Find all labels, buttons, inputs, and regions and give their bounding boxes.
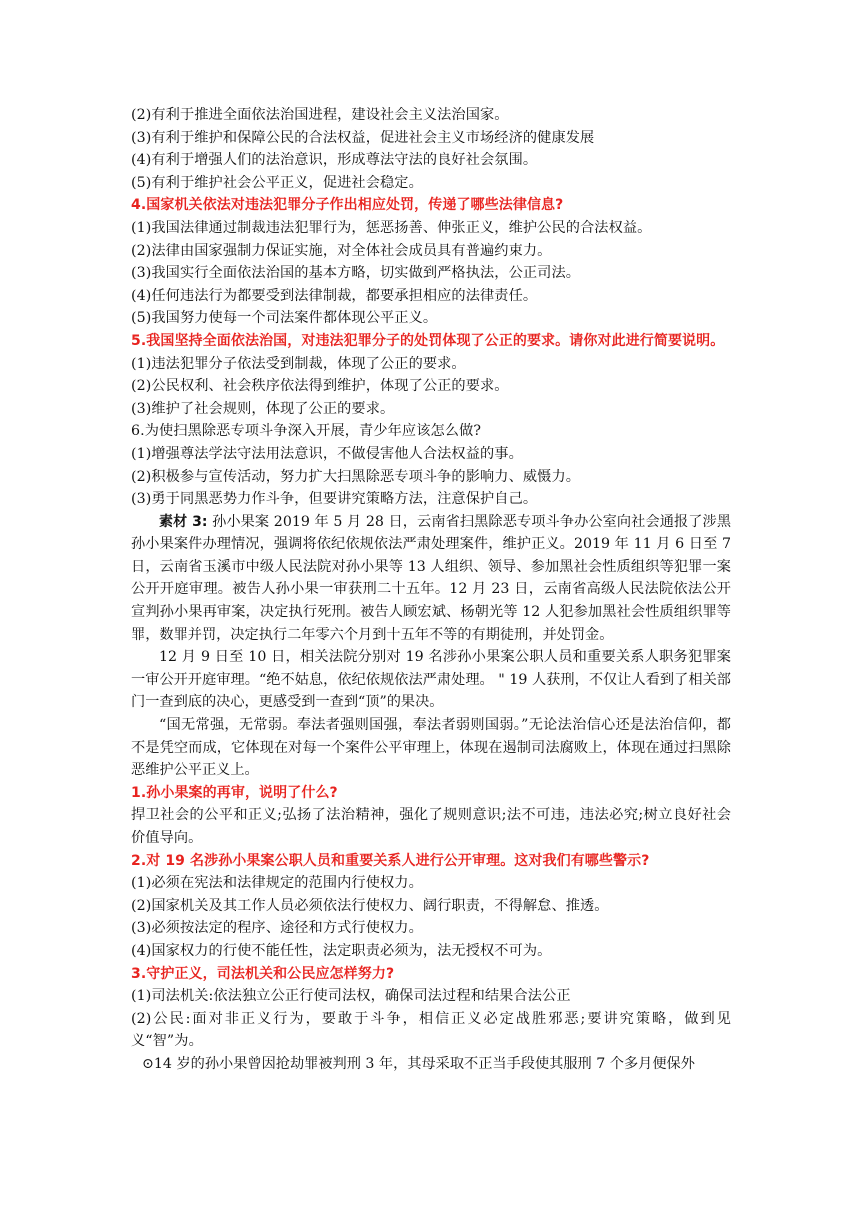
- answer-paragraph: 捍卫社会的公平和正义;弘扬了法治精神，强化了规则意识;法不可违，违法必究;树立良好社会价值导向。: [131, 807, 731, 846]
- answer-line: (2)有利于推进全面依法治国进程，建设社会主义法治国家。: [131, 107, 509, 123]
- question-heading: 5.我国坚持全面依法治国，对违法犯罪分子的处罚体现了公正的要求。请你对此进行简要说明。: [131, 332, 725, 349]
- answer-line: (2)积极参与宣传活动，努力扩大扫黑除恶专项斗争的影响力、威慑力。: [131, 468, 581, 485]
- answer-line: (1)增强尊法学法守法用法意识，不做侵害他人合法权益的事。: [131, 445, 523, 462]
- document-content: [131, 104, 731, 1076]
- material-paragraph: [131, 511, 731, 647]
- question-heading: 1.孙小果案的再审，说明了什么?: [131, 784, 338, 801]
- question-heading: 4.国家机关依法对违法犯罪分子作出相应处罚，传递了哪些法律信息?: [131, 197, 564, 214]
- answer-line: (3)有利于维护和保障公民的合法权益，促进社会主义市场经济的健康发展: [131, 129, 595, 146]
- answer-line: (3)维护了社会规则，体现了公正的要求。: [131, 400, 395, 417]
- answer-line: (3)我国实行全面依法治国的基本方略，切实做到严格执法，公正司法。: [131, 265, 581, 282]
- question-heading: 2.对 19 名涉孙小果案公职人员和重要关系人进行公开审理。这对我们有哪些警示?: [131, 852, 650, 869]
- answer-paragraph: (2)公民:面对非正义行为，要敢于斗争，相信正义必定战胜邪恶;要讲究策略，做到见义“智”为。: [131, 1010, 731, 1050]
- answer-line: (1)司法机关:依法独立公正行使司法权，确保司法过程和结果合法公正: [131, 988, 571, 1005]
- answer-line: (3)勇于同黑恶势力作斗争，但要讲究策略方法，注意保护自己。: [131, 491, 538, 508]
- answer-line: (2)法律由国家强制力保证实施，对全体社会成员具有普遍约束力。: [131, 242, 552, 259]
- answer-line: (2)公民权利、社会秩序依法得到维护，体现了公正的要求。: [131, 378, 509, 395]
- answer-line: (1)必须在宪法和法律规定的范围内行使权力。: [131, 875, 423, 892]
- answer-line: (4)国家权力的行使不能任性，法定职责必须为，法无授权不可为。: [131, 942, 552, 959]
- answer-line: (1)违法犯罪分子依法受到制裁，体现了公正的要求。: [131, 355, 466, 372]
- answer-line: (3)必须按法定的程序、途径和方式行使权力。: [131, 920, 423, 937]
- material-paragraph: 12 月 9 日至 10 日，相关法院分别对 19 名涉孙小果案公职人员和重要关系人职务犯罪案一审公开开庭审理。“绝不姑息，依纪依规依法严肃处理。 " 19 人获刑，不仅让人看到了相关部门一查到底的决心，更感受到一查到“顶”的果决。: [131, 649, 731, 711]
- answer-line: (5)有利于维护社会公平正义，促进社会稳定。: [131, 174, 423, 191]
- question-heading-plain: 6.为使扫黑除恶专项斗争深入开展，青少年应该怎么做?: [131, 423, 482, 440]
- answer-line: (2)国家机关及其工作人员必须依法行使权力、阔行职责，不得解怠、推透。: [131, 897, 609, 914]
- answer-line: (1)我国法律通过制裁违法犯罪行为，惩恶扬善、伸张正义，维护公民的合法权益。: [131, 219, 652, 236]
- bullet-paragraph: ⊙14 岁的孙小果曾因抢劫罪被判刑 3 年，其母采取不正当手段使其服刑 7 个多月便保外: [142, 1055, 695, 1072]
- answer-line: (5)我国努力使每一个司法案件都体现公平正义。: [131, 310, 438, 327]
- question-heading: 3.守护正义，司法机关和公民应怎样努力?: [131, 965, 395, 982]
- material-paragraph: “国无常强，无常弱。奉法者强则国强，奉法者弱则国弱。”无论法治信心还是法治信仰，都不是凭空而成，它体现在对每一个案件公平审理上，体现在遏制司法腐败上，体现在通过扫黑除恶维护公平正义上。: [131, 717, 731, 779]
- material-label: 素材 3:: [159, 513, 208, 530]
- answer-line: (4)有利于增强人们的法治意识，形成尊法守法的良好社会氛围。: [131, 152, 538, 169]
- answer-line: (4)任何违法行为都要受到法律制裁，都要承担相应的法律责任。: [131, 287, 538, 304]
- material-text: 孙小果案 2019 年 5 月 28 日，云南省扫黑除恶专项斗争办公室向社会通报了涉黑孙小果案件办理情况，强调将依纪依规依法严肃处理案件，维护正义。2019 年 11 月 6 日至 7 日，云南省玉溪市中级人民法院对孙小果等 13 人组织、领导、参加黑社会性质组织等犯罪一案公开开庭审理。被告人孙小果一审获刑二十五年。12 月 23 日，云南省高级人民法院依法公开宣判孙小果再审案，决定执行死刑。被告人顾宏斌、杨朝光等 12 人犯参加黑社会性质组织罪等罪，数罪并罚，决定执行二年零六个月到十五年不等的有期徒刑，并处罚金。: [131, 513, 732, 643]
